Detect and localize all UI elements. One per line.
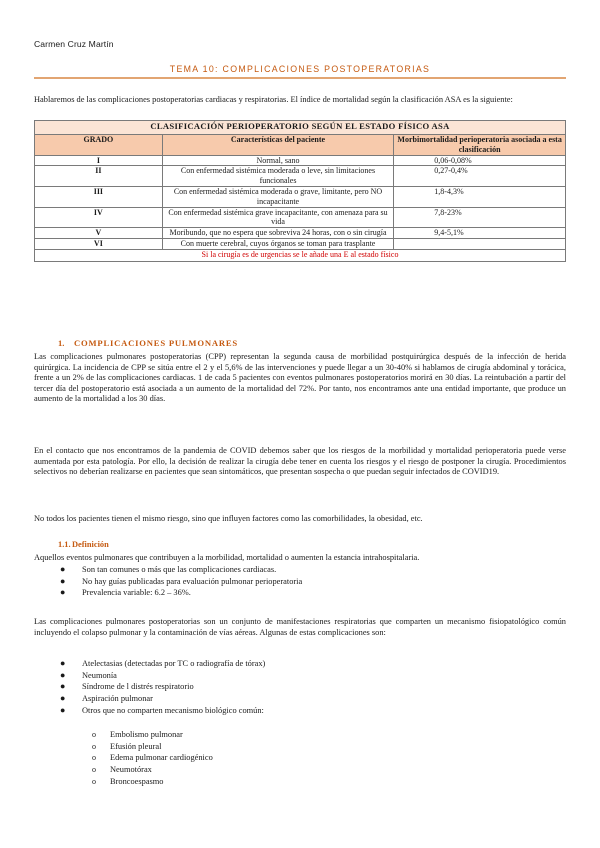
section-heading: COMPLICACIONES PULMONARES bbox=[74, 338, 238, 348]
list-item bbox=[90, 729, 490, 741]
list-item bbox=[58, 681, 538, 693]
grado-cell: V bbox=[35, 228, 163, 239]
header-morbimortalidad: Morbimortalidad perioperatoria asociada a esta clasificación bbox=[394, 135, 566, 156]
caracteristicas-cell: Con enfermedad sistémica moderada o grave, limitante, pero NO incapacitante bbox=[162, 186, 394, 207]
grado-cell: VI bbox=[35, 238, 163, 249]
list-item-text: Neumotórax bbox=[110, 765, 152, 775]
table-row bbox=[35, 186, 566, 207]
circle-bullet-icon: o bbox=[92, 765, 96, 775]
table-row bbox=[35, 166, 566, 187]
circle-bullet-icon: o bbox=[92, 730, 96, 739]
morbimortalidad-cell: 7,8-23% bbox=[394, 207, 566, 228]
morbimortalidad-cell: 9,4-5,1% bbox=[394, 228, 566, 239]
circle-bullet-icon: o bbox=[92, 776, 96, 786]
asa-table-footnote: Si la cirugía es de urgencias se le añade una E al estado físico bbox=[35, 249, 566, 261]
definition-bullet-list bbox=[58, 564, 538, 599]
morbimortalidad-cell: 0,27-0,4% bbox=[394, 166, 566, 187]
circle-bullet-icon: o bbox=[92, 753, 96, 763]
bullet-icon: ● bbox=[60, 669, 66, 680]
caracteristicas-cell: Normal, sano bbox=[162, 155, 394, 166]
list-item-text: Otros que no comparten mecanismo biológico común: bbox=[82, 705, 264, 715]
list-item bbox=[58, 658, 538, 670]
other-complications-list bbox=[90, 729, 490, 788]
bullet-icon: ● bbox=[60, 587, 66, 598]
page-title: TEMA 10: COMPLICACIONES POSTOPERATORIAS bbox=[169, 64, 431, 74]
grado-cell: IV bbox=[35, 207, 163, 228]
caracteristicas-cell: Moribundo, que no espera que sobreviva 24 horas, con o sin cirugía bbox=[162, 228, 394, 239]
title-underline bbox=[34, 77, 566, 79]
circle-bullet-icon: o bbox=[92, 741, 96, 751]
asa-table-footnote-row bbox=[35, 249, 566, 261]
list-item bbox=[90, 776, 490, 788]
list-item-text: Efusión pleural bbox=[110, 741, 162, 751]
list-item-text: Atelectasias (detectadas por TC o radiografía de tórax) bbox=[82, 659, 266, 668]
header-grado: GRADO bbox=[35, 135, 163, 156]
grado-cell: I bbox=[35, 155, 163, 166]
list-item bbox=[58, 587, 538, 599]
complications-paragraph: Las complicaciones pulmonares postoperatorias son un conjunto de manifestaciones respiratorias que comparten un mecanismo fisiopatológico común incluyendo el colapso pulmonar y la contaminación de vías aéreas. Algunas de estas complicaciones son: bbox=[34, 617, 566, 637]
header-caracteristicas: Características del paciente bbox=[162, 135, 394, 156]
subsection-heading: Definición bbox=[72, 540, 109, 549]
list-item bbox=[58, 576, 538, 588]
definition-paragraph: Aquellos eventos pulmonares que contribuyen a la morbilidad, mortalidad o aumenten la estancia intrahospitalaria. bbox=[34, 553, 420, 562]
list-item bbox=[58, 705, 538, 717]
list-item-text: Síndrome de l distrés respiratorio bbox=[82, 682, 194, 692]
bullet-icon: ● bbox=[60, 693, 66, 704]
table-row bbox=[35, 238, 566, 249]
list-item bbox=[90, 741, 490, 753]
table-row bbox=[35, 207, 566, 228]
intro-paragraph: Hablaremos de las complicaciones postoperatorias cardiacas y respiratorias. El índice de mortalidad según la clasificación ASA es la siguiente: bbox=[34, 95, 513, 104]
grado-cell: II bbox=[35, 166, 163, 187]
list-item-text: Broncoespasmo bbox=[110, 776, 164, 786]
subsection-number: 1.1. bbox=[58, 540, 71, 549]
author-name: Carmen Cruz Martín bbox=[34, 39, 114, 49]
bullet-icon: ● bbox=[60, 704, 66, 715]
section-paragraph-3: No todos los pacientes tienen el mismo riesgo, sino que influyen factores como las comorbilidades, la obesidad, etc. bbox=[34, 514, 423, 523]
table-row bbox=[35, 155, 566, 166]
bullet-icon: ● bbox=[60, 575, 66, 586]
morbimortalidad-cell: 0,06-0,08% bbox=[394, 155, 566, 166]
list-item-text: Aspiración pulmonar bbox=[82, 694, 153, 704]
morbimortalidad-cell bbox=[394, 238, 566, 249]
asa-table-title-row bbox=[35, 121, 566, 135]
list-item bbox=[90, 764, 490, 776]
table-row bbox=[35, 228, 566, 239]
list-item-text: Embolismo pulmonar bbox=[110, 730, 183, 739]
caracteristicas-cell: Con muerte cerebral, cuyos órganos se toman para trasplante bbox=[162, 238, 394, 249]
list-item bbox=[58, 670, 538, 682]
caracteristicas-cell: Con enfermedad sistémica moderada o leve, sin limitaciones funcionales bbox=[162, 166, 394, 187]
asa-table-header-row bbox=[35, 135, 566, 156]
complications-list bbox=[58, 658, 538, 717]
list-item-text: Edema pulmonar cardiogénico bbox=[110, 753, 213, 763]
list-item-text: Prevalencia variable: 6.2 – 36%. bbox=[82, 588, 191, 598]
asa-table bbox=[34, 120, 566, 262]
list-item bbox=[58, 564, 538, 576]
section-paragraph-2: En el contacto que nos encontramos de la pandemia de COVID debemos saber que los riesgos de la morbilidad y mortalidad perioperatoria puede verse aumentada por esta patología. Por ello, la decisión de realizar la cirugía debe tener en cuenta los riesgos y el riesgo de postponer la cirugía. Procedimientos selectivos no deberían realizarse en pacientes que sean sintomáticos, que presentan sospecha o que puedan seguir infectados de COVID19. bbox=[34, 446, 566, 477]
bullet-icon: ● bbox=[60, 658, 66, 668]
morbimortalidad-cell: 1,8-4,3% bbox=[394, 186, 566, 207]
list-item bbox=[90, 752, 490, 764]
list-item-text: Son tan comunes o más que las complicaciones cardiacas. bbox=[82, 565, 277, 574]
section-number: 1. bbox=[58, 338, 65, 348]
list-item-text: Neumonía bbox=[82, 670, 117, 680]
list-item-text: No hay guías publicadas para evaluación pulmonar perioperatoria bbox=[82, 576, 303, 586]
section-paragraph-1: Las complicaciones pulmonares postoperatorias (CPP) representan la segunda causa de morbilidad postquirúrgica después de la infección de herida quirúrgica. La incidencia de CPP se sitúa entre el 2 y el 5,6% de las intervenciones y puede llegar a un 30-40% si hablamos de cirugía abdominal y torácica, frente a un 2% de las complicaciones cardiacas. 1 de cada 5 pacientes con eventos pulmonares postoperatorios morirá en 30 días. La reintubación a partir del tercer día del postoperatorio está asociada a un aumento de la mortalidad del 72%. Por tanto, nos encontramos ante una entidad importante, que produce un aumento de la mortalidad a los 30 días. bbox=[34, 352, 566, 404]
bullet-icon: ● bbox=[60, 564, 66, 574]
bullet-icon: ● bbox=[60, 681, 66, 692]
grado-cell: III bbox=[35, 186, 163, 207]
asa-table-title: CLASIFICACIÓN PERIOPERATORIO SEGÚN EL ESTADO FÍSICO ASA bbox=[35, 121, 566, 135]
list-item bbox=[58, 693, 538, 705]
caracteristicas-cell: Con enfermedad sistémica grave incapacitante, con amenaza para su vida bbox=[162, 207, 394, 228]
